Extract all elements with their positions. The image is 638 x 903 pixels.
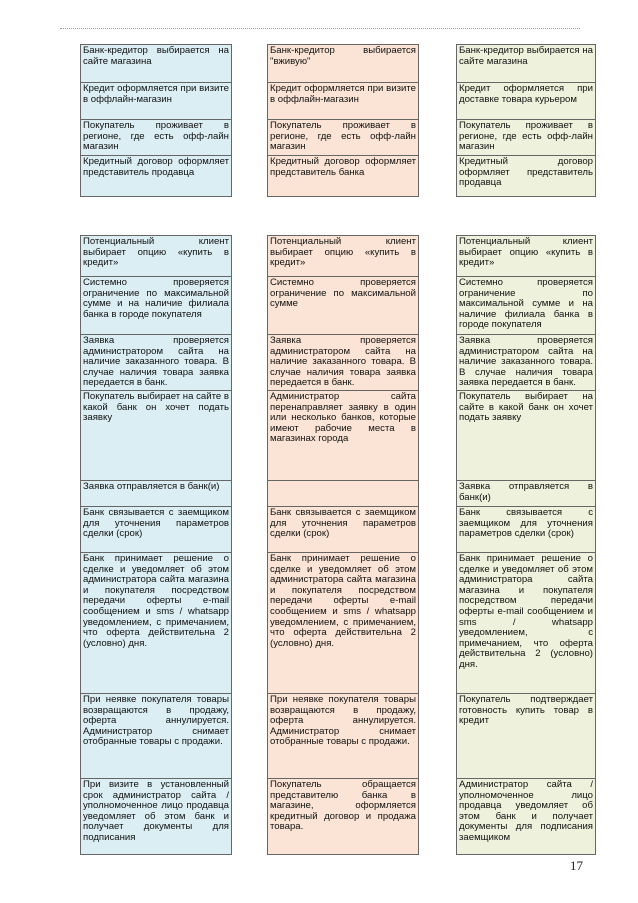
conditions-table-2 — [267, 44, 419, 197]
table-cell: Потенциальный клиент выбирает опцию «купить в кредит» — [268, 236, 419, 277]
table-cell: Банк принимает решение о сделке и уведомляет об этом администратора сайта магазина и покупателя посредством передачи оферты e-mail сообщением и sms / whatsapp уведомлением, с примечанием, что оферта действительна 2 (условно) дня. — [457, 552, 596, 693]
conditions-table-3 — [456, 44, 596, 197]
table-cell: Заявка проверяется администратором сайта на наличие заказанного товара. В случае наличия товара заявка передается в банк. — [81, 335, 232, 391]
table-cell: Кредит оформляется при доставке товара курьером — [457, 83, 596, 120]
table-cell: При визите в установленный срок администратор сайта / уполномоченное лицо продавца уведомляет об этом банк и получает документы для подписания — [81, 778, 232, 854]
table-cell: Администратор сайта / уполномоченное лицо продавца уведомляет об этом банк и получает документы для подписания заемщиком — [457, 778, 596, 854]
table-cell: Кредитный договор оформляет представитель продавца — [457, 156, 596, 197]
table-cell: Покупатель выбирает на сайте в какой банк он хочет подать заявку — [81, 390, 232, 480]
table-cell: Кредитный договор оформляет представитель банка — [268, 156, 419, 197]
table-cell: Потенциальный клиент выбирает опцию «купить в кредит» — [457, 236, 596, 277]
table-cell: Покупатель подтверждает готовность купить товар в кредит — [457, 693, 596, 778]
table-cell: Кредит оформляется при визите в оффлайн-магазин — [268, 83, 419, 120]
process-table-2 — [267, 235, 419, 855]
table-cell: Покупатель обращается представителю банка в магазине, оформляется кредитный договор и продажа товара. — [268, 778, 419, 854]
table-cell: Банк-кредитор выбирается на сайте магазина — [457, 45, 596, 83]
table-cell: Покупатель проживает в регионе, где есть офф-лайн магазин — [81, 120, 232, 156]
table-cell: Банк-кредитор выбирается "вживую" — [268, 45, 419, 83]
table-cell — [268, 480, 419, 506]
table-cell: При неявке покупателя товары возвращаются в продажу, оферта аннулируется. Администратор снимает отобранные товары с продажи. — [81, 693, 232, 778]
table-cell: Банк связывается с заемщиком для уточнения параметров сделки (срок) — [457, 506, 596, 552]
table-cell: Банк-кредитор выбирается на сайте магазина — [81, 45, 232, 83]
table-cell: Банк принимает решение о сделке и уведомляет об этом администратора сайта магазина и покупателя посредством передачи оферты e-mail сообщением и sms / whatsapp уведомлением, с примечанием, что оферта действительна 2 (условно) дня. — [268, 552, 419, 693]
conditions-table-1 — [80, 44, 232, 197]
process-table-1 — [80, 235, 232, 855]
table-cell: Покупатель проживает в регионе, где есть офф-лайн магазин — [268, 120, 419, 156]
table-cell: Системно проверяется ограничение по максимальной сумме и на наличие филиала банка в городе покупателя — [457, 277, 596, 335]
table-cell: Банк связывается с заемщиком для уточнения параметров сделки (срок) — [268, 506, 419, 552]
table-cell: Заявка отправляется в банк(и) — [457, 480, 596, 506]
table-cell: При неявке покупателя товары возвращаются в продажу, оферта аннулируется. Администратор снимает отобранные товары с продажи. — [268, 693, 419, 778]
table-cell: Заявка проверяется администратором сайта на наличие заказанного товара. В случае наличия товара заявка передается в банк. — [457, 335, 596, 391]
table-cell: Системно проверяется ограничение по максимальной сумме — [268, 277, 419, 335]
table-cell: Банк связывается с заемщиком для уточнения параметров сделки (срок) — [81, 506, 232, 552]
page-number: 17 — [570, 858, 583, 873]
table-cell: Кредитный договор оформляет представитель продавца — [81, 156, 232, 197]
table-cell: Банк принимает решение о сделке и уведомляет об этом администратора сайта магазина и покупателя посредством передачи оферты e-mail сообщением и sms / whatsapp уведомлением, с примечанием, что оферта действительна 2 (условно) дня. — [81, 552, 232, 693]
top-dotted-rule — [60, 28, 580, 29]
table-cell: Покупатель проживает в регионе, где есть офф-лайн магазин — [457, 120, 596, 156]
table-cell: Заявка проверяется администратором сайта на наличие заказанного товара. В случае наличия товара заявка передается в банк. — [268, 335, 419, 391]
process-table-3 — [456, 235, 596, 855]
table-cell: Заявка отправляется в банк(и) — [81, 480, 232, 506]
table-cell: Кредит оформляется при визите в оффлайн-магазин — [81, 83, 232, 120]
table-cell: Администратор сайта перенаправляет заявку в один или несколько банков, которые имеют рабочие места в магазинах города — [268, 390, 419, 480]
table-cell: Системно проверяется ограничение по максимальной сумме и на наличие филиала банка в городе покупателя — [81, 277, 232, 335]
table-cell: Покупатель выбирает на сайте в какой банк он хочет подать заявку — [457, 390, 596, 480]
table-cell: Потенциальный клиент выбирает опцию «купить в кредит» — [81, 236, 232, 277]
